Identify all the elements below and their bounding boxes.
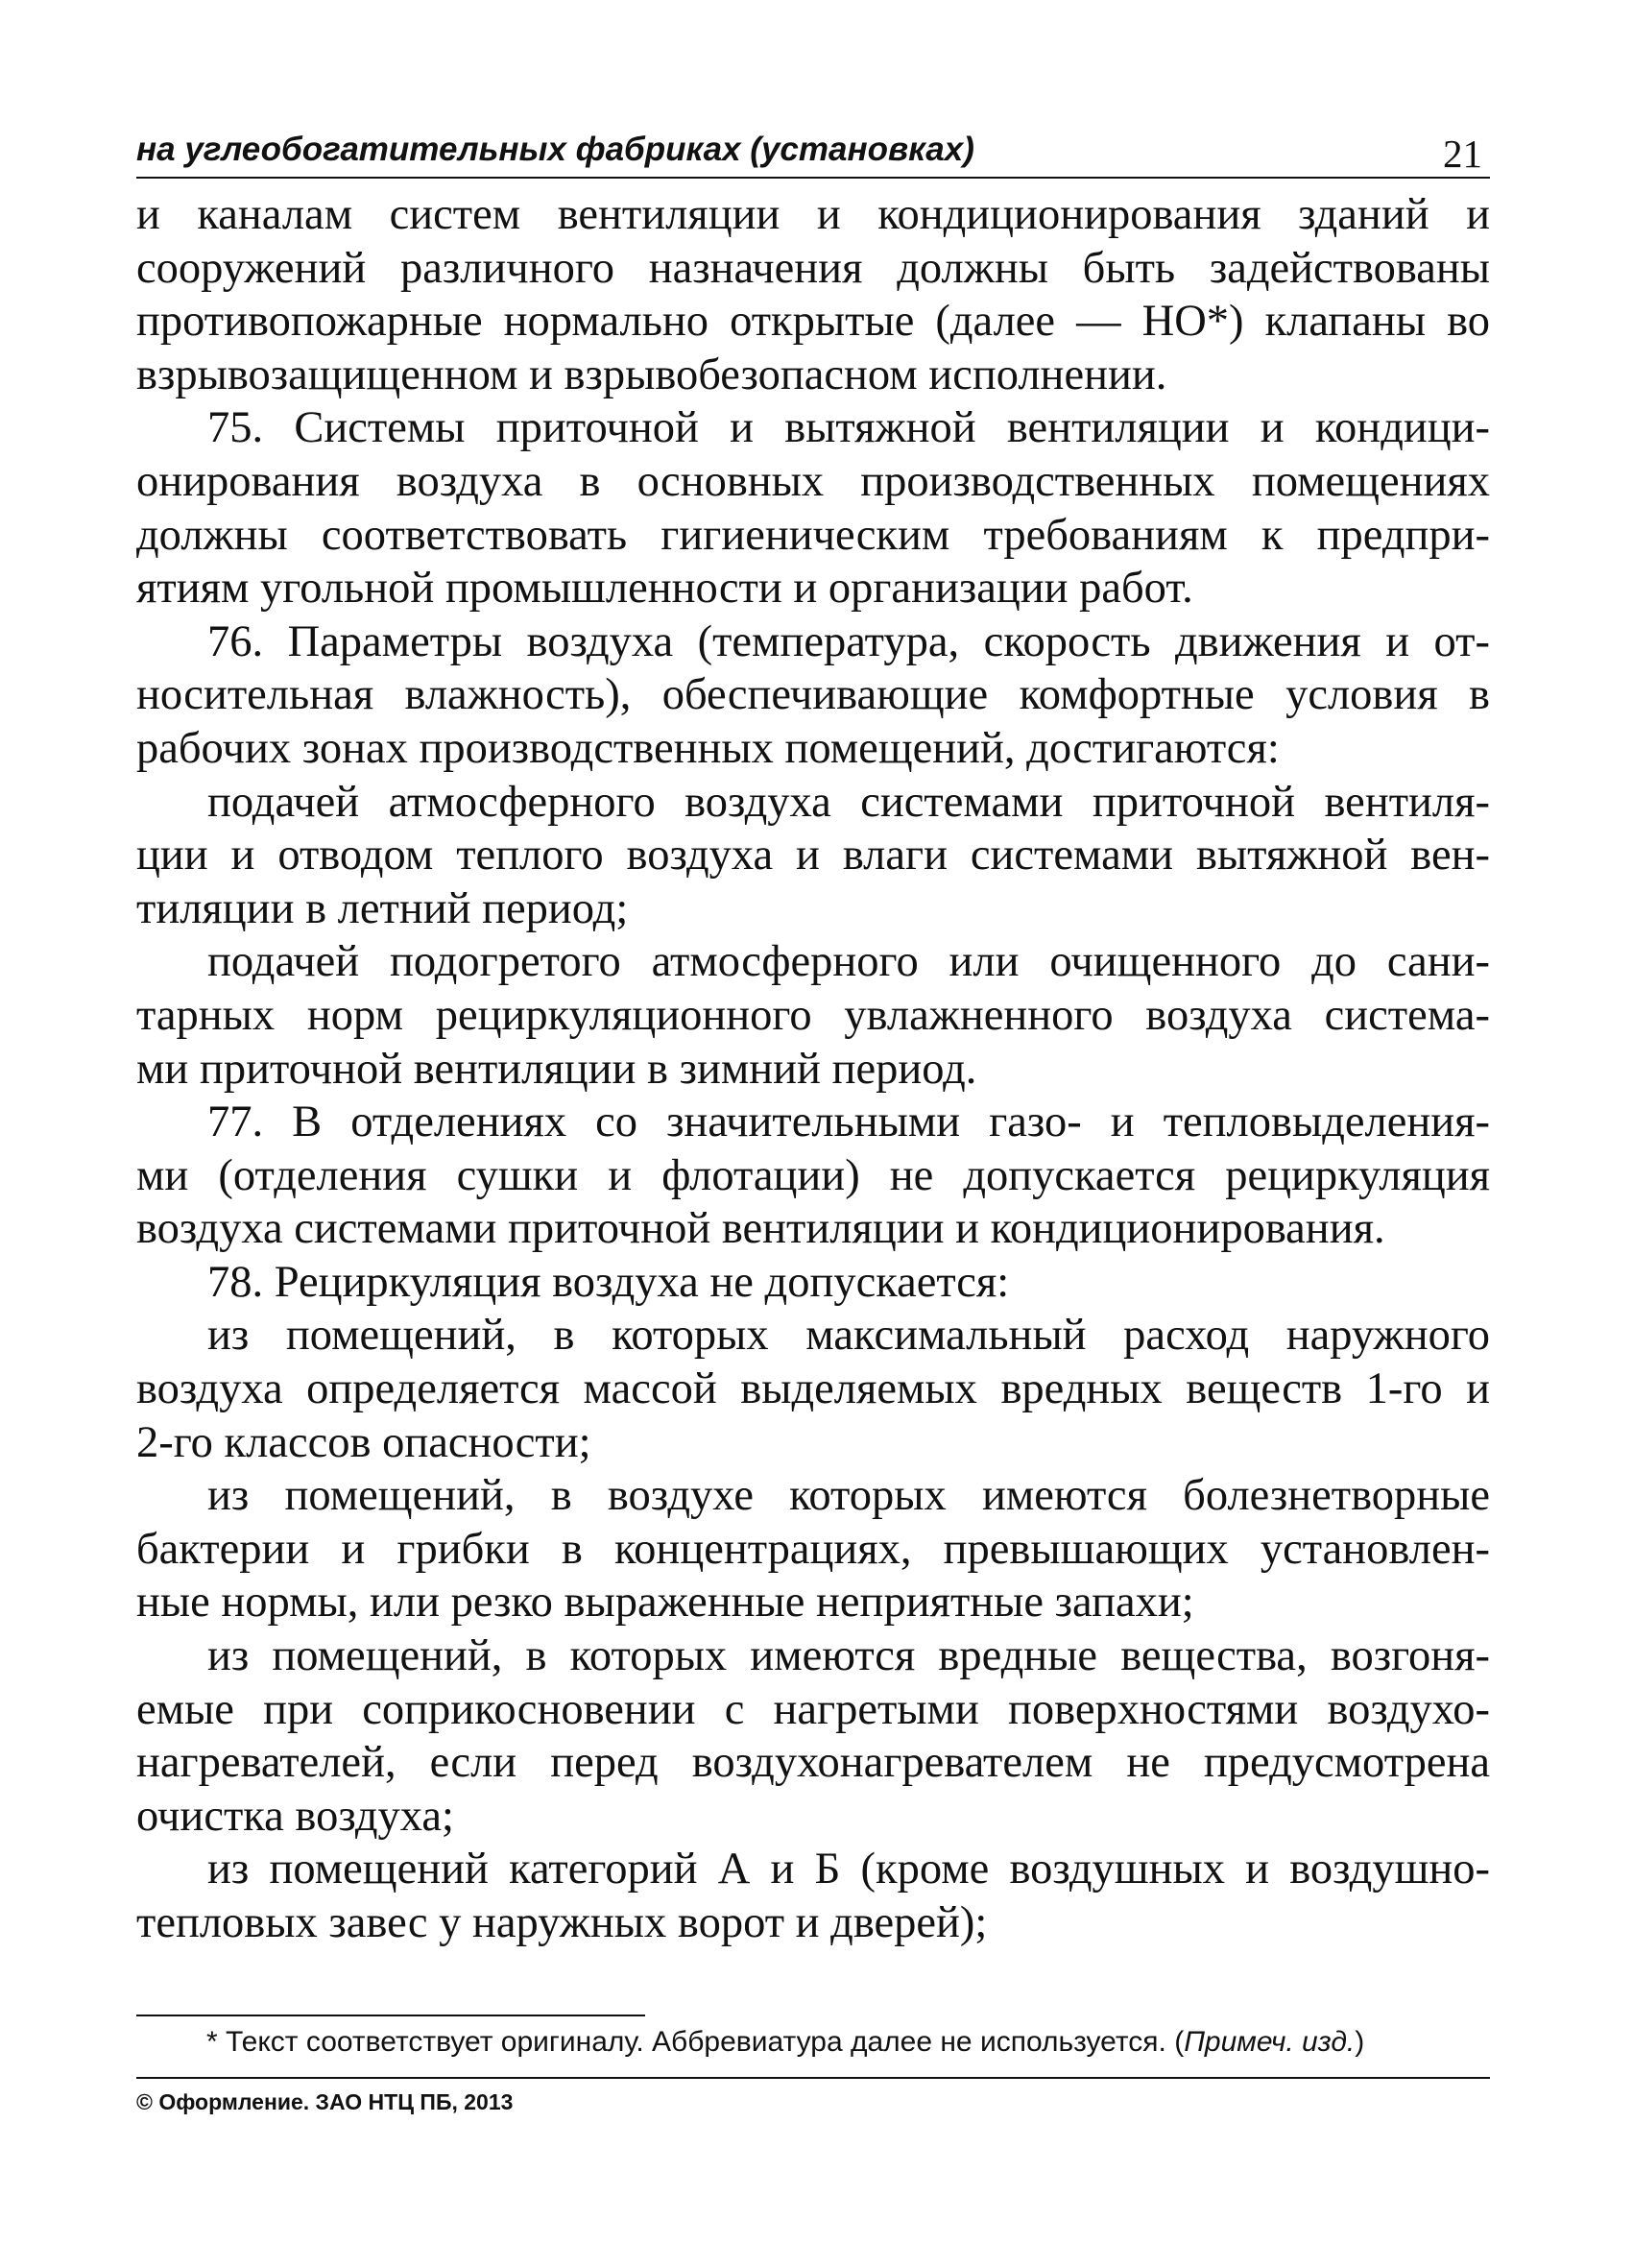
paragraph-75-start: 75. Системы приточной и вытяжной вентиляции и кондици-	[207, 403, 1490, 453]
paragraph-76-start: 76. Параметры воздуха (температура, скорость движения и от-	[207, 616, 1490, 666]
text-line: должны соответствовать гигиеническим требованиям к предпри-	[136, 510, 1490, 560]
text-line: нагревателей, если перед воздухонагревателем не предусмотрена	[136, 1738, 1490, 1788]
text-line: ные нормы, или резко выраженные неприятные запахи;	[136, 1578, 1194, 1628]
list-item-start: из помещений, в воздухе которых имеются болезнетворные	[207, 1471, 1490, 1521]
text-line: ми приточной вентиляции в зимний период.	[136, 1044, 977, 1094]
text-line: взрывозащищенном и взрывобезопасном исполнении.	[136, 350, 1167, 399]
footer-rule	[136, 2077, 1490, 2079]
footnote-rule	[136, 2015, 645, 2016]
text-line: воздуха определяется массой выделяемых вредных веществ 1-го и	[136, 1364, 1490, 1414]
running-title: на углеобогатительных фабриках (установках)	[136, 131, 974, 168]
footnote-editor-note: Примеч. изд.	[1184, 2026, 1356, 2058]
text-line: рабочих зонах производственных помещений, достигаются:	[136, 723, 1280, 773]
text-line: воздуха системами приточной вентиляции и кондиционирования.	[136, 1204, 1385, 1254]
text-line: бактерии и грибки в концентрациях, превышающих установлен-	[136, 1524, 1490, 1574]
running-header	[136, 123, 1490, 181]
list-item-start: из помещений, в которых имеются вредные вещества, возгоня-	[207, 1631, 1490, 1681]
copyright: © Оформление. ЗАО НТЦ ПБ, 2013	[136, 2089, 514, 2114]
footnote-close-paren: )	[1355, 2026, 1365, 2058]
list-item-start: подачей подогретого атмосферного или очищенного до сани-	[207, 937, 1490, 987]
list-item-start: из помещений, в которых максимальный расход наружного	[207, 1311, 1490, 1361]
text-line: онирования воздуха в основных производственных помещениях	[136, 456, 1490, 506]
text-line: очистка воздуха;	[136, 1791, 454, 1841]
text-line: тарных норм рециркуляционного увлажненного воздуха система-	[136, 990, 1490, 1040]
text-line: емые при соприкосновении с нагретыми поверхностями воздухо-	[136, 1684, 1490, 1734]
text-line: ятиям угольной промышленности и организации работ.	[136, 564, 1193, 614]
list-item-start: из помещений категорий А и Б (кроме воздушных и воздушно-	[207, 1845, 1490, 1894]
text-line: сооружений различного назначения должны быть задействованы	[136, 243, 1490, 293]
text-line: тиляции в летний период;	[136, 883, 629, 933]
paragraph-78-start: 78. Рециркуляция воздуха не допускается:	[207, 1257, 1010, 1307]
header-rule	[136, 177, 1490, 179]
text-line: и каналам систем вентиляции и кондиционирования зданий и	[136, 190, 1490, 239]
body-text	[136, 188, 1490, 1950]
text-line: противопожарные нормально открытые (далее — НО*) клапаны во	[136, 297, 1490, 347]
page-number: 21	[1443, 132, 1482, 176]
text-line: ции и отводом теплого воздуха и влаги системами вытяжной вен-	[136, 831, 1490, 881]
paragraph-77-start: 77. В отделениях со значительными газо- и тепловыделения-	[207, 1098, 1490, 1147]
list-item-start: подачей атмосферного воздуха системами приточной вентиля-	[207, 777, 1490, 827]
text-line: тепловых завес у наружных ворот и дверей);	[136, 1898, 988, 1947]
text-line: ми (отделения сушки и флотации) не допускается рециркуляция	[136, 1150, 1490, 1200]
footnote-text: * Текст соответствует оригиналу. Аббревиатура далее не используется. (	[206, 2026, 1185, 2058]
text-line: носительная влажность), обеспечивающие комфортные условия в	[136, 670, 1490, 720]
footnote	[206, 2023, 1488, 2062]
text-line: 2-го классов опасности;	[136, 1417, 591, 1467]
